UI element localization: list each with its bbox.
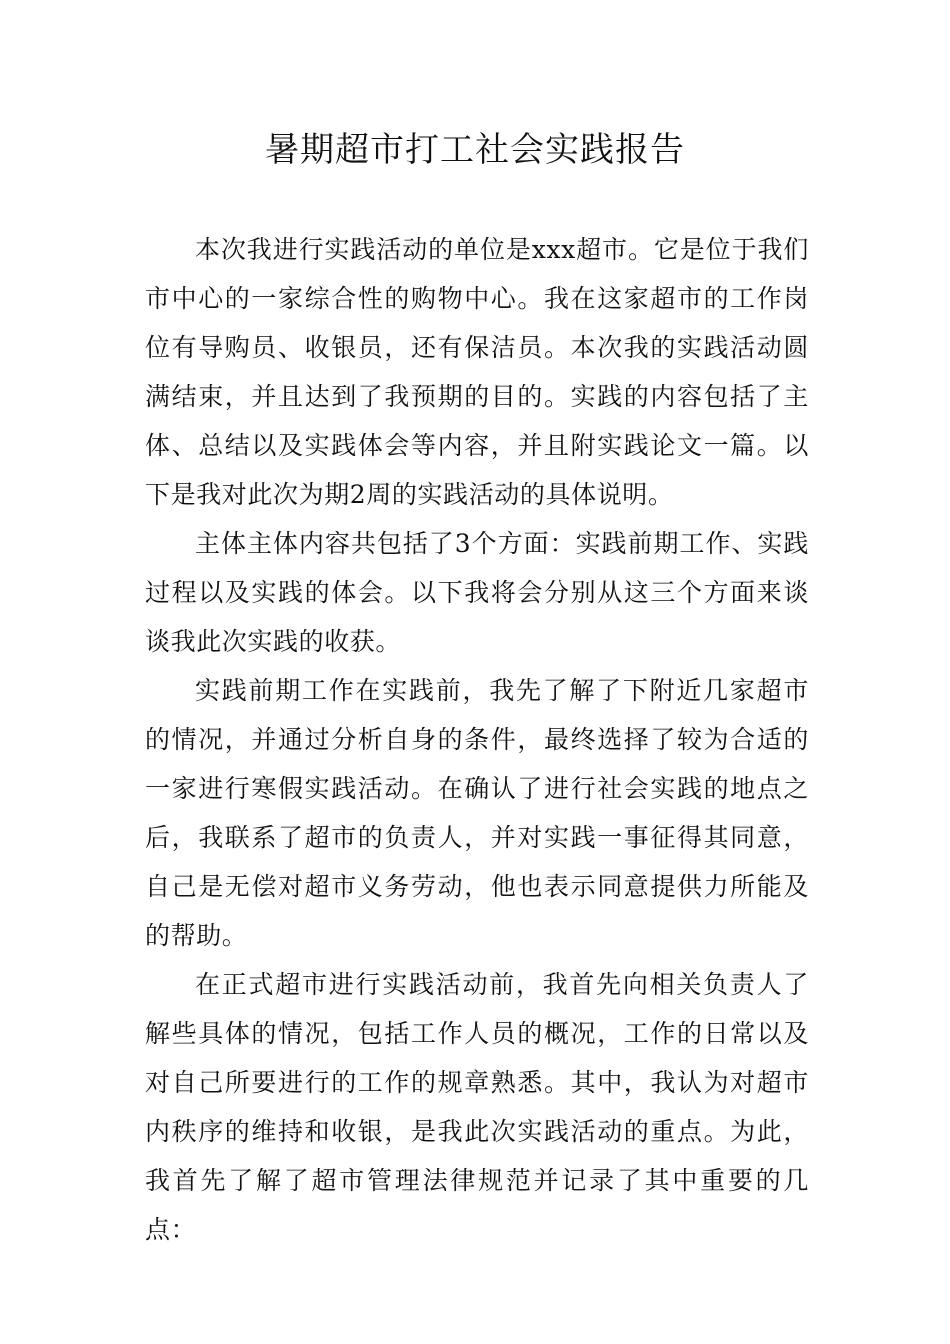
document-title: 暑期超市打工社会实践报告 [265, 130, 685, 170]
paragraph-intro: 本次我进行实践活动的单位是xxx超市。它是位于我们市中心的一家综合性的购物中心。我在这家超市的工作岗位有导购员、收银员，还有保洁员。本次我的实践活动圆满结束，并且达到了我预期的目的。实践的内容包括了主体、总结以及实践体会等内容，并且附实践论文一篇。以下是我对此次为期2周的实践活动的具体说明。 [145, 235, 809, 509]
paragraph-before-practice: 在正式超市进行实践活动前，我首先向相关负责人了解些具体的情况，包括工作人员的概况，工作的日常以及对自己所要进行的工作的规章熟悉。其中，我认为对超市内秩序的维持和收银，是我此次实践活动的重点。为此，我首先了解了超市管理法律规范并记录了其中重要的几点： [145, 970, 809, 1244]
document-body [145, 225, 809, 1254]
paragraph-main-content: 主体主体内容共包括了3个方面：实践前期工作、实践过程以及实践的体会。以下我将会分别从这三个方面来谈谈我此次实践的收获。 [145, 529, 809, 656]
paragraph-preparation: 实践前期工作在实践前，我先了解了下附近几家超市的情况，并通过分析自身的条件，最终选择了较为合适的一家进行寒假实践活动。在确认了进行社会实践的地点之后，我联系了超市的负责人，并对实践一事征得其同意，自己是无偿对超市义务劳动，他也表示同意提供力所能及的帮助。 [145, 676, 809, 950]
